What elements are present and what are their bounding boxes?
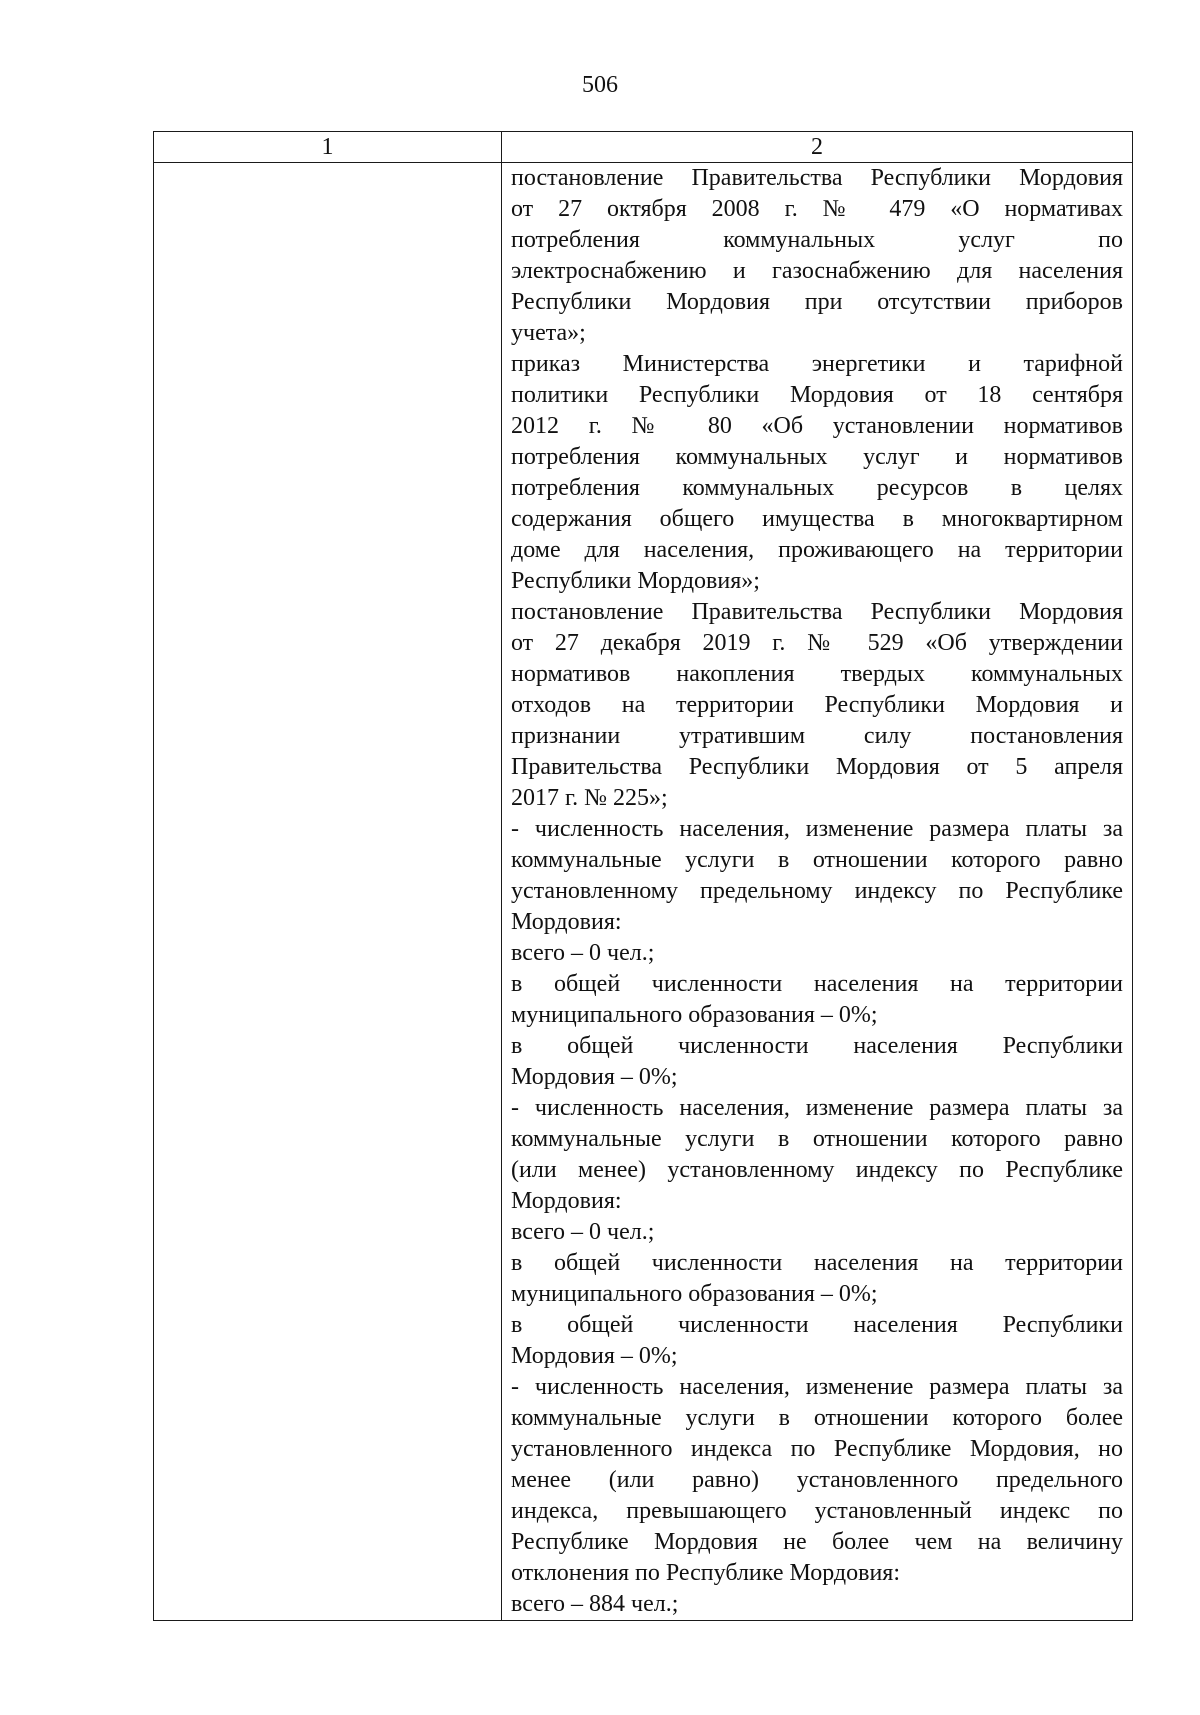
text-line: муниципального образования – 0%; xyxy=(511,1281,878,1307)
text-line: 2017 г. № 225»; xyxy=(511,785,668,811)
text-line: менее (или равно) установленного предельного xyxy=(511,1467,1123,1493)
table-body-row xyxy=(154,163,1133,1621)
text-line: политики Республики Мордовия от 18 сентября xyxy=(511,382,1123,408)
text-line: всего – 0 чел.; xyxy=(511,940,655,966)
text-line: коммунальные услуги в отношении которого равно xyxy=(511,1126,1123,1152)
text-line: отходов на территории Республики Мордовия и xyxy=(511,692,1123,718)
text-line: в общей численности населения на территории xyxy=(511,971,1123,997)
text-line: индекса, превышающего установленный индекс по xyxy=(511,1498,1123,1524)
text-line: признании утратившим силу постановления xyxy=(511,723,1123,749)
text-line: всего – 0 чел.; xyxy=(511,1219,655,1245)
text-line: от 27 октября 2008 г. № 479 «О нормативах xyxy=(511,196,1123,222)
text-line: Правительства Республики Мордовия от 5 апреля xyxy=(511,754,1123,780)
text-line: потребления коммунальных услуг по xyxy=(511,227,1123,253)
text-line: нормативов накопления твердых коммунальных xyxy=(511,661,1123,687)
text-line: постановление Правительства Республики Мордовия xyxy=(511,599,1123,625)
text-line: - численность населения, изменение размера платы за xyxy=(511,1095,1123,1121)
text-line: всего – 884 чел.; xyxy=(511,1591,679,1617)
text-line: Мордовия – 0%; xyxy=(511,1343,678,1369)
text-line: установленному предельному индексу по Республике xyxy=(511,878,1123,904)
text-line: (или менее) установленному индексу по Республике xyxy=(511,1157,1123,1183)
text-line: Мордовия – 0%; xyxy=(511,1064,678,1090)
text-line: учета»; xyxy=(511,320,586,346)
table-header-row xyxy=(154,132,1133,163)
document-table xyxy=(153,131,1133,1621)
text-line: Мордовия: xyxy=(511,909,622,935)
column-header-1: 1 xyxy=(154,132,502,163)
page-number: 506 xyxy=(582,72,618,98)
column-header-2: 2 xyxy=(502,132,1133,163)
text-line: от 27 декабря 2019 г. № 529 «Об утверждении xyxy=(511,630,1123,656)
text-line: в общей численности населения Республики xyxy=(511,1312,1123,1338)
text-line: коммунальные услуги в отношении которого более xyxy=(511,1405,1123,1431)
column-2-text xyxy=(502,163,1132,1620)
text-line: Республике Мордовия не более чем на величину xyxy=(511,1529,1123,1555)
text-line: установленного индекса по Республике Мордовия, но xyxy=(511,1436,1123,1462)
text-line: Республики Мордовия при отсутствии приборов xyxy=(511,289,1123,315)
text-line: приказ Министерства энергетики и тарифной xyxy=(511,351,1123,377)
text-line: отклонения по Республике Мордовия: xyxy=(511,1560,901,1586)
text-line: Мордовия: xyxy=(511,1188,622,1214)
text-line: доме для населения, проживающего на территории xyxy=(511,537,1123,563)
text-line: электроснабжению и газоснабжению для населения xyxy=(511,258,1123,284)
text-line: - численность населения, изменение размера платы за xyxy=(511,816,1123,842)
column-1-cell xyxy=(154,163,502,1621)
column-2-cell xyxy=(502,163,1133,1621)
text-line: в общей численности населения на территории xyxy=(511,1250,1123,1276)
text-line: коммунальные услуги в отношении которого равно xyxy=(511,847,1123,873)
text-line: 2012 г. № 80 «Об установлении нормативов xyxy=(511,413,1123,439)
text-line: содержания общего имущества в многоквартирном xyxy=(511,506,1123,532)
text-line: постановление Правительства Республики Мордовия xyxy=(511,165,1123,191)
text-line: потребления коммунальных ресурсов в целях xyxy=(511,475,1123,501)
text-line: - численность населения, изменение размера платы за xyxy=(511,1374,1123,1400)
text-line: муниципального образования – 0%; xyxy=(511,1002,878,1028)
text-line: потребления коммунальных услуг и нормативов xyxy=(511,444,1123,470)
text-line: Республики Мордовия»; xyxy=(511,568,760,594)
text-line: в общей численности населения Республики xyxy=(511,1033,1123,1059)
